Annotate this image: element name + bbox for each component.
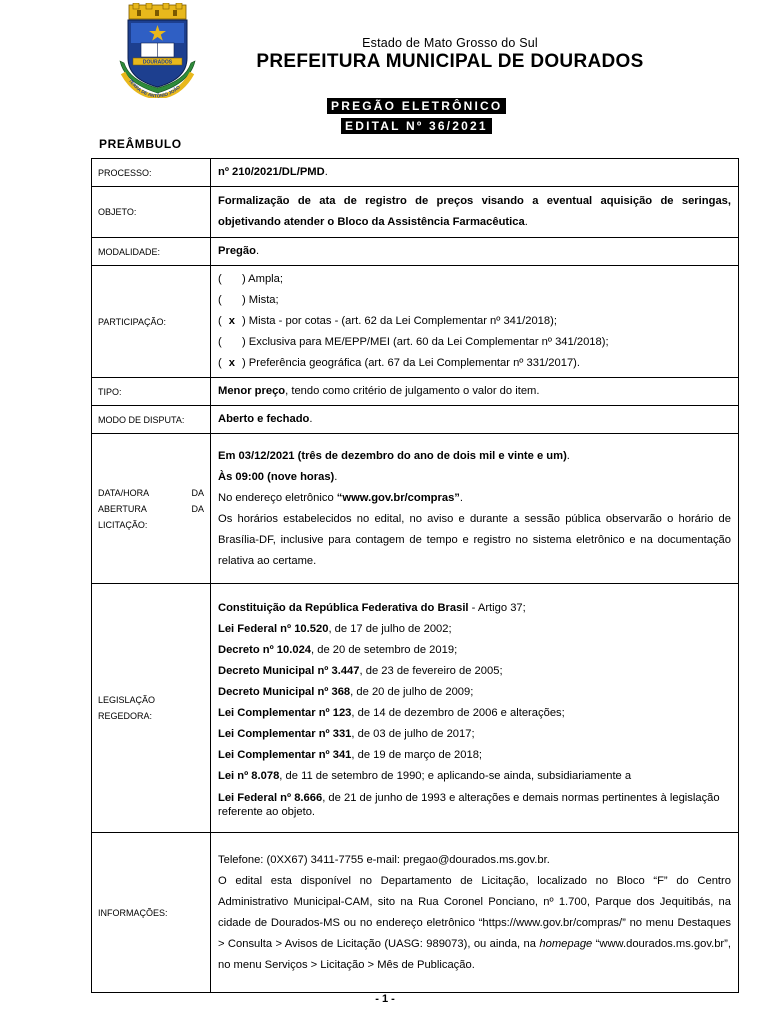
label-legislacao <box>92 584 211 833</box>
legislacao-bold: Decreto Municipal nº 368 <box>218 685 351 698</box>
value-modalidade: Pregão. <box>211 238 739 266</box>
legislacao-item <box>218 703 731 724</box>
legislacao-rest: , de 14 de dezembro de 2006 e alterações; <box>351 706 565 719</box>
legislacao-item <box>218 787 731 819</box>
logo-ring-text: TERRA DE ANTÔNIO JOÃO <box>127 78 182 98</box>
option-mark: x <box>228 357 235 369</box>
label-data-1a: DATA/HORA <box>98 487 150 498</box>
modo-text: Aberto e fechado <box>218 413 310 425</box>
title-pregao: PREGÃO ELETRÔNICO <box>327 98 506 114</box>
prefeitura-name: PREFEITURA MUNICIPAL DE DOURADOS <box>256 51 644 72</box>
legislacao-item <box>218 661 731 682</box>
participacao-option: ( x ) Preferência geográfica (art. 67 da Lei Complementar nº 331/2017). <box>218 353 731 374</box>
table-row <box>92 378 739 406</box>
label-modo-disputa: MODO DE DISPUTA: <box>92 406 211 434</box>
state-name: Estado de Mato Grosso do Sul <box>362 36 538 50</box>
processo-number: nº 210/2021/DL/PMD <box>218 166 325 178</box>
preambulo-heading: PREÂMBULO <box>99 137 182 151</box>
value-tipo <box>211 378 739 406</box>
logo-banner-text: DOURADOS <box>142 59 173 66</box>
value-informacoes <box>211 833 739 993</box>
table-row <box>92 266 739 378</box>
legislacao-rest: , de 20 de julho de 2009; <box>350 685 474 698</box>
value-legislacao <box>211 584 739 833</box>
value-objeto: Formalização de ata de registro de preços visando a eventual aquisição de seringas, objetivando atender o Bloco da Assistência Farmacêutica. <box>211 187 739 238</box>
legislacao-rest: , de 11 de setembro de 1990; e aplicando-se ainda, subsidiariamente a <box>279 769 632 782</box>
table-row <box>92 584 739 833</box>
objeto-text: Formalização de ata de registro de preços visando a eventual aquisição de seringas, objetivando atender o Bloco da Assistência Farmacêutica <box>218 195 731 228</box>
legislacao-item <box>218 724 731 745</box>
value-modo-disputa: Aberto e fechado. <box>211 406 739 434</box>
legislacao-bold: Lei Complementar nº 331 <box>218 727 352 740</box>
legislacao-rest: , de 21 de junho de 1993 e alterações e demais normas pertinentes à legislação referente ao objeto. <box>218 791 720 818</box>
data-date: Em 03/12/2021 (três de dezembro do ano de dois mil e vinte e um) <box>218 449 567 462</box>
participacao-option: ( ) Ampla; <box>218 273 283 285</box>
tipo-bold: Menor preço <box>218 385 286 397</box>
legislacao-rest: , de 23 de fevereiro de 2005; <box>359 664 503 677</box>
legislacao-item <box>218 766 731 787</box>
legislacao-bold: Lei Complementar nº 341 <box>218 748 352 761</box>
data-hour: Às 09:00 (nove horas) <box>218 470 335 483</box>
table-row <box>92 406 739 434</box>
legislacao-item <box>218 682 731 703</box>
preambulo-table <box>91 158 739 993</box>
option-text: Mista - por cotas - (art. 62 da Lei Complementar nº 341/2018); <box>248 315 557 327</box>
data-horarios-text: Os horários estabelecidos no edital, no aviso e durante a sessão pública observarão o horário de Brasília-DF, inclusive para contagem de tempo e registro no sistema eletrônico e na documentação relativa ao certame. <box>218 512 731 567</box>
legislacao-bold: Lei nº 8.078 <box>218 769 280 782</box>
label-data-hora <box>92 434 211 584</box>
value-participacao <box>211 266 739 378</box>
label-legislacao-2: REGEDORA: <box>98 711 153 721</box>
legislacao-bold: Lei Federal nº 8.666 <box>218 791 323 804</box>
informacoes-para-pre: O edital esta disponível no Departamento de Licitação, localizado no Bloco “F” do Centro Administrativo Municipal-CAM, sito na Rua Coronel Ponciano, nº 1.700, Parque dos Jequitibás, na cidade de Dourados-MS ou no endereço eletrônico “https://www.gov.br/compras/” no menu Destaques > Consulta > Avisos de Licitação (UASG: 989073), ou ainda, na <box>218 874 731 950</box>
legislacao-item <box>218 619 731 640</box>
table-row <box>92 833 739 993</box>
legislacao-rest: - Artigo 37; <box>468 601 526 614</box>
title-edital: EDITAL Nº 36/2021 <box>341 118 492 134</box>
informacoes-para-italic: homepage <box>539 937 593 950</box>
dourados-coat-of-arms-logo <box>115 3 200 98</box>
informacoes-contact: Telefone: (0XX67) 3411-7755 e-mail: pregao@dourados.ms.gov.br. <box>218 853 550 866</box>
legislacao-rest: , de 19 de março de 2018; <box>351 748 483 761</box>
option-text: Ampla; <box>248 273 283 285</box>
legislacao-bold: Lei Complementar nº 123 <box>218 706 352 719</box>
table-row <box>92 159 739 187</box>
page-number: - 1 - <box>375 993 395 1005</box>
option-text: Exclusiva para ME/EPP/MEI (art. 60 da Lei Complementar nº 341/2018); <box>248 336 609 348</box>
modalidade-text: Pregão <box>218 245 256 257</box>
participacao-option: ( x ) Mista - por cotas - (art. 62 da Lei Complementar nº 341/2018); <box>218 311 731 332</box>
option-text: Mista; <box>248 294 279 306</box>
letterhead-text <box>250 36 650 73</box>
legislacao-rest: , de 03 de julho de 2017; <box>351 727 475 740</box>
label-data-3: LICITAÇÃO: <box>98 519 148 530</box>
data-address-link: “www.gov.br/compras” <box>336 491 460 504</box>
label-processo: PROCESSO: <box>92 159 211 187</box>
label-tipo: TIPO: <box>92 378 211 406</box>
legislacao-item <box>218 640 731 661</box>
value-data-hora: Em 03/12/2021 (três de dezembro do ano de dois mil e vinte e um). Às 09:00 (nove horas). No endereço eletrônico “www.gov.br/compras”. Os horários estabelecidos no edital, no aviso e durante a sessão pública observarão o horário de Brasília-DF, inclusive para contagem de tempo e registro no sistema eletrônico e na documentação relativa ao certame. <box>211 434 739 584</box>
informacoes-paragraph <box>218 871 731 976</box>
participacao-option: ( ) Mista; <box>218 294 279 306</box>
legislacao-rest: , de 20 de setembro de 2019; <box>311 643 458 656</box>
table-row <box>92 434 739 584</box>
participacao-option: ( ) Exclusiva para ME/EPP/MEI (art. 60 da Lei Complementar nº 341/2018); <box>218 336 609 348</box>
table-row <box>92 238 739 266</box>
table-row <box>92 187 739 238</box>
label-legislacao-1: LEGISLAÇÃO <box>98 695 156 705</box>
value-processo: nº 210/2021/DL/PMD. <box>211 159 739 187</box>
legislacao-bold: Lei Federal nº 10.520 <box>218 622 329 635</box>
legislacao-item <box>218 598 731 619</box>
legislacao-bold: Decreto nº 10.024 <box>218 643 312 656</box>
label-participacao: PARTICIPAÇÃO: <box>92 266 211 378</box>
letterhead <box>0 0 770 100</box>
legislacao-item <box>218 745 731 766</box>
label-data-2a: ABERTURA <box>98 503 147 514</box>
label-modalidade: MODALIDADE: <box>92 238 211 266</box>
informacoes-para-post: “www.dourados.ms.gov.br”, no menu Serviços > Licitação > Mês de Publicação. <box>218 937 731 971</box>
option-text: Preferência geográfica (art. 67 da Lei Complementar nº 331/2017). <box>248 357 580 369</box>
data-address-pre: No endereço eletrônico <box>218 491 337 504</box>
label-informacoes: INFORMAÇÕES: <box>92 833 211 993</box>
legislacao-rest: , de 17 de julho de 2002; <box>328 622 452 635</box>
label-objeto: OBJETO: <box>92 187 211 238</box>
legislacao-bold: Constituição da República Federativa do Brasil <box>218 601 469 614</box>
tipo-rest: , tendo como critério de julgamento o valor do item. <box>285 385 540 397</box>
option-mark: x <box>228 315 235 327</box>
legislacao-bold: Decreto Municipal nº 3.447 <box>218 664 360 677</box>
label-data-2b: DA <box>191 503 204 514</box>
label-data-1b: DA <box>191 487 204 498</box>
